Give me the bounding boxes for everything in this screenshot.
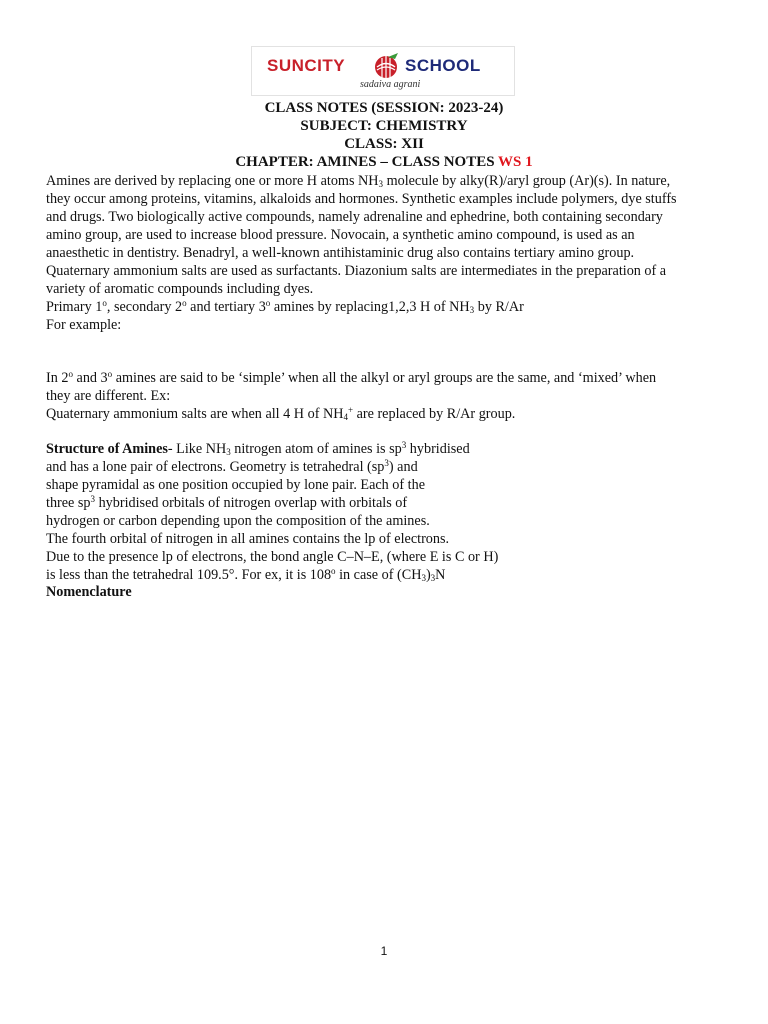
intro-line-1 xyxy=(46,172,670,190)
text-run: ) xyxy=(425,567,431,583)
subscript: 3 xyxy=(226,447,231,457)
text-run: In 2 xyxy=(46,370,69,386)
text-run: hybridised xyxy=(406,441,470,457)
subscript: 3 xyxy=(421,573,426,583)
subscript: 4 xyxy=(343,412,348,422)
logo-word-suncity: SUNCITY xyxy=(267,56,346,75)
intro-line-4: amino group, are used to increase blood pressure. Novocain, a synthetic amino compound, is used as an xyxy=(46,227,635,243)
text-run: and tertiary 3 xyxy=(186,299,266,315)
text-run: ) and xyxy=(388,459,418,475)
text-run: N xyxy=(435,567,446,583)
structure-line-6: The fourth orbital of nitrogen in all amines contains the lp of electrons. xyxy=(46,531,450,547)
superscript: 3 xyxy=(384,458,389,468)
simple-mixed-line-1 xyxy=(46,369,656,387)
class-heading: CLASS: XII xyxy=(344,136,424,152)
intro-line-3: and drugs. Two biologically active compounds, namely adrenaline and ephedrine, both containing secondary xyxy=(46,209,663,225)
superscript: o xyxy=(68,369,73,379)
school-logo xyxy=(251,46,515,96)
text-run: molecule by alky(R)/aryl group (Ar)(s). In nature, xyxy=(383,173,671,189)
superscript: o xyxy=(265,298,271,308)
structure-line-4 xyxy=(46,494,407,512)
superscript: o xyxy=(102,298,107,308)
text-run: is less than the tetrahedral 109.5°. For ex, it is 108 xyxy=(46,567,332,583)
superscript: o xyxy=(331,566,336,576)
superscript: o xyxy=(107,369,113,379)
chapter-title: CHAPTER: AMINES – CLASS NOTES xyxy=(235,154,495,170)
logo-word-school: SCHOOL xyxy=(405,56,481,75)
subject-heading: SUBJECT: CHEMISTRY xyxy=(300,118,468,134)
structure-line-2 xyxy=(46,458,418,476)
globe-icon xyxy=(368,51,404,81)
text-run: and has a lone pair of electrons. Geometry is tetrahedral (sp xyxy=(46,459,385,475)
subscript: 3 xyxy=(430,573,436,583)
text-run: and 3 xyxy=(72,370,108,386)
structure-line-7: Due to the presence lp of electrons, the bond angle C–N–E, (where E is C or H) xyxy=(46,549,499,565)
structure-line-5: hydrogen or carbon depending upon the composition of the amines. xyxy=(46,513,430,529)
simple-mixed-line-2: they are different. Ex: xyxy=(46,388,171,404)
superscript: o xyxy=(182,298,187,308)
quaternary-line xyxy=(46,405,515,423)
structure-heading: Structure of Amines xyxy=(46,441,168,457)
text-run: are replaced by R/Ar group. xyxy=(353,406,516,422)
text-run: by R/Ar xyxy=(474,299,524,315)
structure-line-1 xyxy=(46,440,470,458)
structure-line-3: shape pyramidal as one position occupied by lone pair. Each of the xyxy=(46,477,426,493)
subscript: 3 xyxy=(378,179,384,189)
worksheet-label: WS 1 xyxy=(498,154,533,170)
text-run: Amines are derived by replacing one or more H atoms NH xyxy=(46,173,379,189)
structure-line-8 xyxy=(46,566,445,584)
intro-line-6: Quaternary ammonium salts are used as surfactants. Diazonium salts are intermediates in the preparation of a xyxy=(46,263,667,279)
text-run: - Like NH xyxy=(167,441,227,457)
for-example-label: For example: xyxy=(46,317,122,333)
superscript: + xyxy=(347,405,354,415)
superscript: 3 xyxy=(401,440,407,450)
logo-tagline: sadaiva agrani xyxy=(360,79,421,90)
text-run: amines by replacing1,2,3 H of NH xyxy=(270,299,470,315)
text-run: amines are said to be ‘simple’ when all the alkyl or aryl groups are the same, and ‘mixed’ when xyxy=(112,370,657,386)
session-heading: CLASS NOTES (SESSION: 2023-24) xyxy=(264,100,504,116)
text-run: nitrogen atom of amines is sp xyxy=(230,441,402,457)
intro-line-7: variety of aromatic compounds including dyes. xyxy=(46,281,314,297)
text-run: hybridised orbitals of nitrogen overlap with orbitals of xyxy=(95,495,408,511)
intro-line-5: anaesthetic in dentistry. Benadryl, a well-known antihistaminic drug also contains tertiary amino group. xyxy=(46,245,635,261)
page-number: 1 xyxy=(380,944,388,958)
text-run: three sp xyxy=(46,495,91,511)
intro-line-2: they occur among proteins, vitamins, alkaloids and hormones. Synthetic examples include polymers, dye stuffs xyxy=(46,191,677,207)
subscript: 3 xyxy=(469,305,475,315)
text-run: , secondary 2 xyxy=(106,299,183,315)
text-run: Quaternary ammonium salts are when all 4 H of NH xyxy=(46,406,344,422)
chapter-heading xyxy=(0,153,768,171)
text-run: Primary 1 xyxy=(46,299,103,315)
nomenclature-heading: Nomenclature xyxy=(46,584,132,600)
superscript: 3 xyxy=(90,494,96,504)
classification-line xyxy=(46,298,524,316)
text-run: in case of (CH xyxy=(335,567,422,583)
